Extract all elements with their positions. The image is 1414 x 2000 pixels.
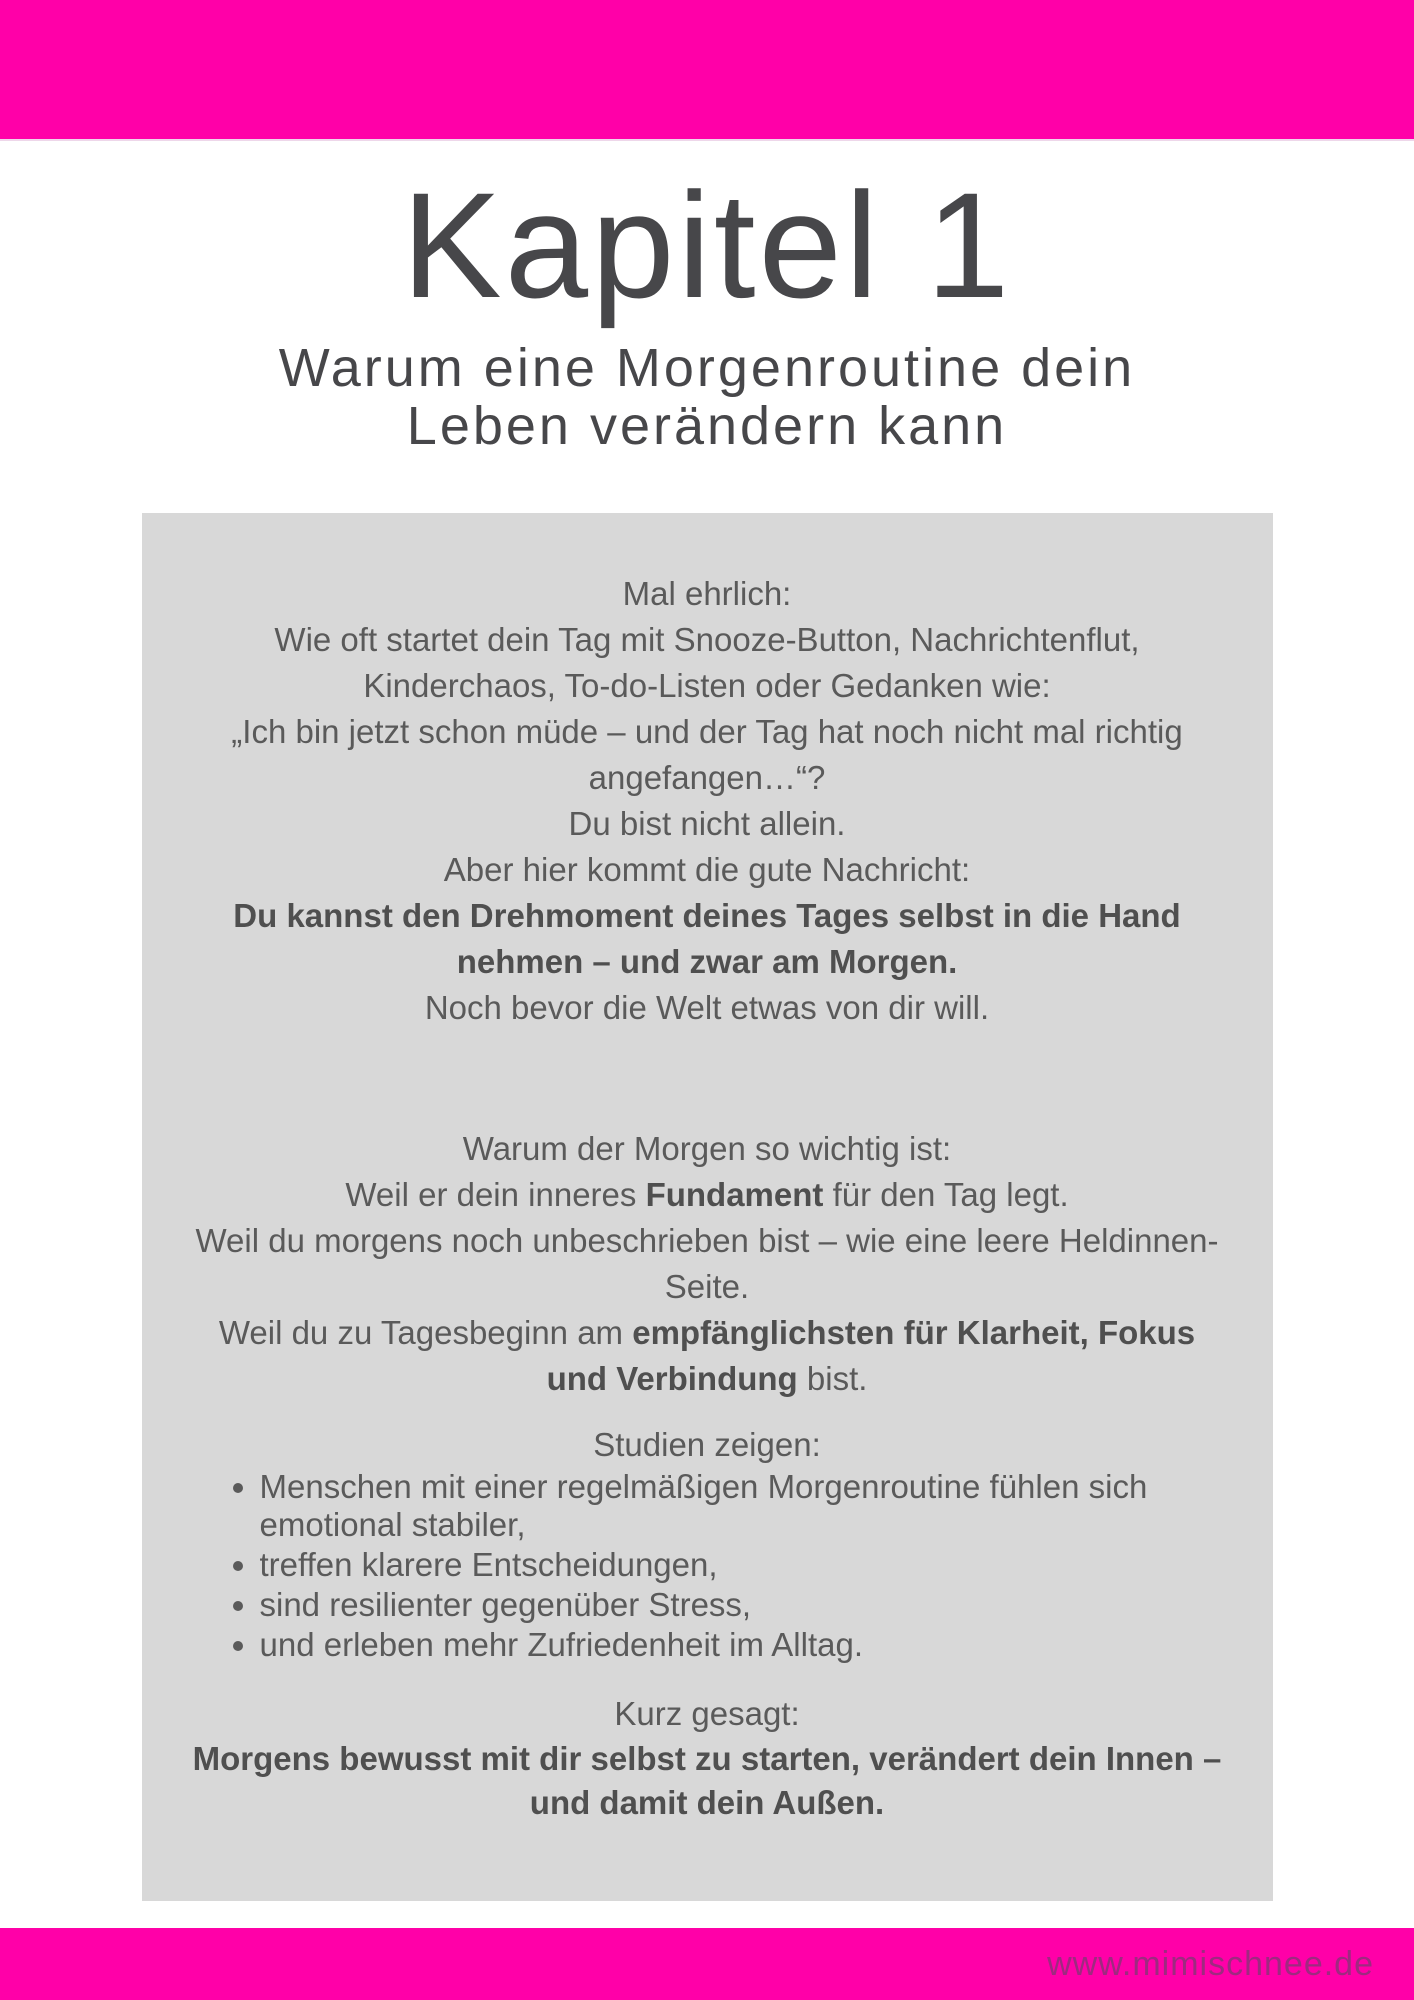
section-heading: Warum der Morgen so wichtig ist: [462, 1130, 952, 1167]
text-line [182, 1172, 1233, 1218]
text-segment: Weil er dein inneres [345, 1176, 646, 1213]
text-line-bold: und damit dein Außen. [529, 1784, 885, 1821]
chapter-subtitle-line-1: Warum eine Morgenroutine dein [278, 338, 1136, 398]
text-segment: Weil du zu Tagesbeginn am [218, 1314, 633, 1351]
chapter-subtitle [0, 329, 1414, 455]
text-segment: bist. [797, 1360, 868, 1397]
intro-section [182, 571, 1233, 1031]
website-url[interactable]: www.mimischnee.de [1047, 1945, 1374, 1983]
list-item: • treffen klarere Entscheidungen, [260, 1546, 1230, 1584]
text-line [182, 1310, 1233, 1356]
text-line: Kinderchaos, To-do-Listen oder Gedanken wie: [363, 667, 1051, 704]
summary-section [182, 1691, 1233, 1825]
chapter-header [0, 141, 1414, 455]
text-line: Aber hier kommt die gute Nachricht: [443, 851, 971, 888]
text-line-bold: Du kannst den Drehmoment deines Tages selbst in die Hand [233, 897, 1181, 934]
text-segment: für den Tag legt. [823, 1176, 1069, 1213]
section-heading: Kurz gesagt: [614, 1695, 800, 1732]
studies-list [230, 1468, 1230, 1664]
text-line: Seite. [664, 1268, 750, 1305]
list-item: • und erleben mehr Zufriedenheit im Alltag. [260, 1626, 1230, 1664]
content-panel [142, 513, 1273, 1901]
text-line [182, 1356, 1233, 1402]
footer-bar [0, 1928, 1414, 2000]
text-segment-bold: und Verbindung [546, 1360, 798, 1397]
studies-section [182, 1422, 1233, 1664]
chapter-subtitle-line-2: Leben verändern kann [406, 396, 1008, 456]
chapter-title: Kapitel 1 [401, 161, 1013, 329]
text-line: Wie oft startet dein Tag mit Snooze-Button, Nachrichtenflut, [274, 621, 1140, 658]
text-line: Mal ehrlich: [622, 575, 792, 612]
list-item: • Menschen mit einer regelmäßigen Morgenroutine fühlen sich emotional stabiler, [260, 1468, 1230, 1544]
text-line: „Ich bin jetzt schon müde – und der Tag hat noch nicht mal richtig [231, 713, 1183, 750]
top-accent-bar [0, 0, 1414, 141]
text-line: angefangen…“? [588, 759, 826, 796]
text-line-bold: nehmen – und zwar am Morgen. [456, 943, 958, 980]
list-item: • sind resilienter gegenüber Stress, [260, 1586, 1230, 1624]
text-line: Noch bevor die Welt etwas von dir will. [424, 989, 990, 1026]
text-segment-bold: Fundament [645, 1176, 824, 1213]
why-morning-section [182, 1126, 1233, 1402]
text-line: Du bist nicht allein. [568, 805, 846, 842]
section-heading: Studien zeigen: [593, 1426, 821, 1463]
text-line-bold: Morgens bewusst mit dir selbst zu starten, verändert dein Innen – [192, 1740, 1222, 1777]
text-line: Weil du morgens noch unbeschrieben bist – wie eine leere Heldinnen- [195, 1222, 1219, 1259]
text-segment-bold: empfänglichsten für Klarheit, Fokus [632, 1314, 1196, 1351]
summary-bold-text [182, 1737, 1233, 1825]
